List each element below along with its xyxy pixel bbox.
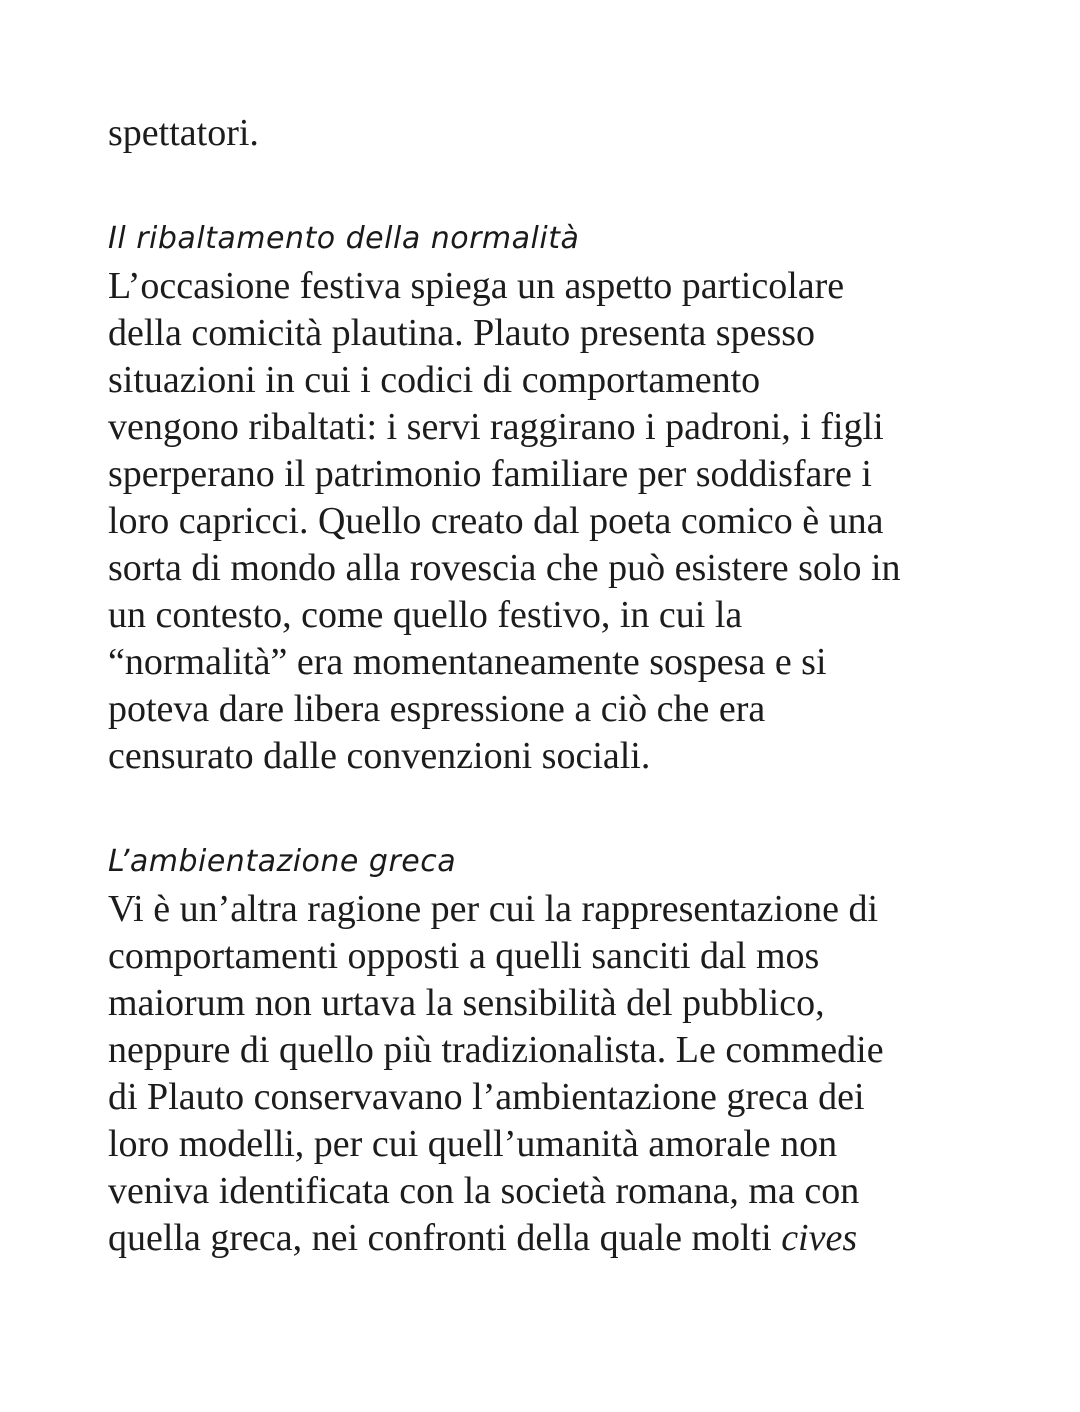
section-heading-ribaltamento: Il ribaltamento della normalità <box>108 221 580 256</box>
paragraph-ambientazione <box>108 886 988 1262</box>
paragraph-line: veniva identificata con la società romana, ma con <box>108 1170 860 1212</box>
latin-term-cives: cives <box>781 1217 858 1259</box>
document-page <box>108 110 988 1262</box>
paragraph-line: loro modelli, per cui quell’umanità amorale non <box>108 1123 838 1165</box>
paragraph-line: comportamenti opposti a quelli sanciti dal mos <box>108 935 820 977</box>
paragraph-line: censurato dalle convenzioni sociali. <box>108 735 651 777</box>
paragraph-line: di Plauto conservavano l’ambientazione greca dei <box>108 1076 865 1118</box>
paragraph-line: “normalità” era momentaneamente sospesa e si <box>108 641 827 683</box>
paragraph-line: Vi è un’altra ragione per cui la rappresentazione di <box>108 888 879 930</box>
paragraph-line: sperperano il patrimonio familiare per soddisfare i <box>108 453 872 495</box>
paragraph-line: L’occasione festiva spiega un aspetto particolare <box>108 265 845 307</box>
paragraph-line: neppure di quello più tradizionalista. Le commedie <box>108 1029 884 1071</box>
paragraph-line: loro capricci. Quello creato dal poeta comico è una <box>108 500 884 542</box>
paragraph-line: maiorum non urtava la sensibilità del pubblico, <box>108 982 825 1024</box>
intro-line: spettatori. <box>108 112 259 154</box>
section-heading-ambientazione: L’ambientazione greca <box>108 844 457 879</box>
paragraph-line: vengono ribaltati: i servi raggirano i padroni, i figli <box>108 406 884 448</box>
spacer <box>108 157 988 219</box>
paragraph-line: un contesto, come quello festivo, in cui la <box>108 594 743 636</box>
paragraph-ribaltamento <box>108 263 988 780</box>
last-line-text: quella greca, nei confronti della quale molti <box>108 1217 782 1259</box>
paragraph-line: situazioni in cui i codici di comportamento <box>108 359 761 401</box>
paragraph-line: poteva dare libera espressione a ciò che era <box>108 688 766 730</box>
paragraph-line: sorta di mondo alla rovescia che può esistere solo in <box>108 547 901 589</box>
paragraph-line-last <box>108 1215 988 1262</box>
paragraph-line: della comicità plautina. Plauto presenta spesso <box>108 312 816 354</box>
spacer <box>108 780 988 842</box>
